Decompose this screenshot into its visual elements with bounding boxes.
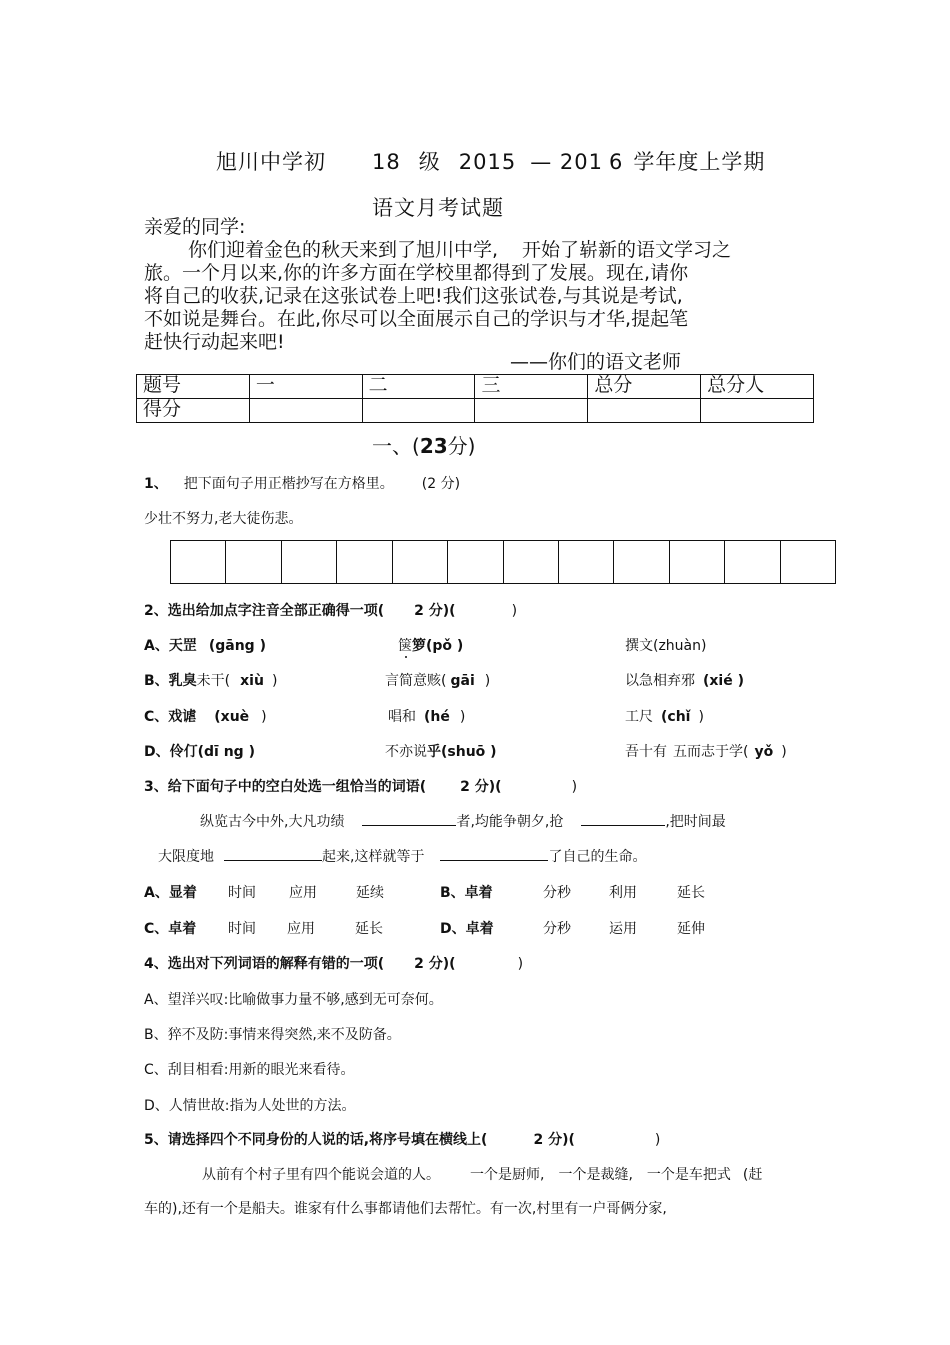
- option-3C-word: 应用: [287, 921, 315, 937]
- blank-4[interactable]: [440, 846, 548, 861]
- question-5-passage: 车的),还有一个是船夫。谁家有什么事都请他们去帮忙。有一次,村里有一户哥俩分家,: [144, 1201, 667, 1217]
- greeting: 亲爱的同学:: [144, 216, 246, 238]
- question-4: 4、选出对下列词语的解释有错的一项( 2 分)( ): [144, 956, 524, 972]
- option-2D-word3: 吾十有 五而志于学( yǒ ): [625, 744, 787, 760]
- option-3C: C、卓着: [144, 921, 197, 937]
- score-header-cell: 三: [475, 375, 588, 399]
- option-3B-word: 延长: [677, 885, 705, 901]
- option-2C-word3: 工尺 (chǐ ): [625, 709, 704, 725]
- option-2C: C、戏谑 (xuè ): [144, 709, 267, 725]
- option-3A-word: 应用: [289, 885, 317, 901]
- question-5-passage: 从前有个村子里有四个能说会道的人。 一个是厨师, 一个是裁缝, 一个是车把式 (赶: [202, 1167, 763, 1183]
- grid-cell[interactable]: [613, 541, 668, 583]
- grid-cell[interactable]: [336, 541, 391, 583]
- exam-subtitle: 语文月考试题: [372, 196, 504, 220]
- score-input-cell[interactable]: [701, 399, 814, 423]
- grid-cell[interactable]: [392, 541, 447, 583]
- writing-grid[interactable]: [170, 540, 836, 584]
- blank-3[interactable]: [224, 846, 322, 861]
- question-1-sentence: 少壮不努力,老大徒伤悲。: [144, 511, 303, 527]
- intro-line: 将自己的收获,记录在这张试卷上吧!我们这张试卷,与其说是考试,: [144, 285, 683, 307]
- option-3D-word: 运用: [609, 921, 637, 937]
- question-1: 1、 把下面句子用正楷抄写在方格里。 (2 分): [144, 476, 461, 492]
- option-3A-word: 延续: [356, 885, 384, 901]
- grid-cell[interactable]: [281, 541, 336, 583]
- question-3: 3、给下面句子中的空白处选一组恰当的词语( 2 分)( ): [144, 779, 578, 795]
- grid-cell[interactable]: [503, 541, 558, 583]
- intro-line: 旅。一个月以来,你的许多方面在学校里都得到了发展。现在,请你: [144, 262, 689, 284]
- blank-1[interactable]: [362, 811, 456, 826]
- score-input-cell[interactable]: [249, 399, 362, 423]
- score-header-cell: 二: [362, 375, 475, 399]
- score-header-cell: 总分: [588, 375, 701, 399]
- option-3B-word: 分秒: [543, 885, 571, 901]
- option-3B-word: 利用: [609, 885, 637, 901]
- option-4B: B、猝不及防:事情来得突然,来不及防备。: [144, 1027, 401, 1043]
- grid-cell[interactable]: [669, 541, 724, 583]
- option-4A: A、望洋兴叹:比喻做事力量不够,感到无可奈何。: [144, 992, 443, 1008]
- score-row-label: 得分: [137, 399, 250, 423]
- grid-cell[interactable]: [558, 541, 613, 583]
- option-2B: B、乳臭未干( xiù ): [144, 673, 278, 689]
- option-2A: A、天罡 (gāng ): [144, 638, 266, 654]
- section-heading: 一、(23分): [372, 434, 476, 458]
- score-table: [136, 374, 814, 423]
- option-2D-word2: 不亦说乎(shuō ): [385, 744, 497, 760]
- question-5: 5、请选择四个不同身份的人说的话,将序号填在横线上( 2 分)( ): [144, 1132, 661, 1148]
- option-3D-word: 延伸: [677, 921, 705, 937]
- grid-cell[interactable]: [780, 541, 835, 583]
- intro-line: 赶快行动起来吧!: [144, 331, 285, 353]
- grid-cell[interactable]: [171, 541, 225, 583]
- score-header-cell: 总分人: [701, 375, 814, 399]
- option-3A-word: 时间: [228, 885, 256, 901]
- question-3-passage: 大限度地 起来,这样就等于 了自己的生命。: [158, 846, 646, 866]
- option-2D: D、伶仃(dī ng ): [144, 744, 255, 760]
- grid-cell[interactable]: [225, 541, 280, 583]
- grid-cell[interactable]: [724, 541, 779, 583]
- option-3A: A、显着: [144, 885, 197, 901]
- option-2B-word2: 言简意赅( gāi ): [385, 673, 491, 689]
- signature: ——你们的语文老师: [510, 351, 682, 373]
- grid-cell[interactable]: [447, 541, 502, 583]
- option-4C: C、刮目相看:用新的眼光来看待。: [144, 1062, 355, 1078]
- score-input-cell[interactable]: [475, 399, 588, 423]
- option-4D: D、人情世故:指为人处世的方法。: [144, 1098, 356, 1114]
- score-header-cell: 一: [249, 375, 362, 399]
- intro-line: 不如说是舞台。在此,你尽可以全面展示自己的学识与才华,提起笔: [144, 308, 689, 330]
- option-3D-word: 分秒: [543, 921, 571, 937]
- score-header-cell: 题号: [137, 375, 250, 399]
- option-2A-word2: 箧箩(pǒ ): [398, 638, 464, 654]
- option-3C-word: 时间: [228, 921, 256, 937]
- blank-2[interactable]: [581, 811, 665, 826]
- option-3B: B、卓着: [440, 885, 493, 901]
- score-input-cell[interactable]: [588, 399, 701, 423]
- option-3D: D、卓着: [440, 921, 494, 937]
- option-2B-word3: 以急相弃邪 (xié ): [625, 673, 744, 689]
- option-2C-word2: 唱和 (hé ): [388, 709, 466, 725]
- score-table-header-row: [137, 375, 814, 399]
- question-2: 2、选出给加点字注音全部正确得一项( 2 分)( ): [144, 603, 518, 619]
- question-3-passage: 纵览古今中外,大凡功绩 者,均能争朝夕,抢 ,把时间最: [200, 811, 726, 831]
- score-input-cell[interactable]: [362, 399, 475, 423]
- option-2A-word3: 撰文(zhuàn): [625, 638, 707, 654]
- score-table-score-row: [137, 399, 814, 423]
- option-3C-word: 延长: [355, 921, 383, 937]
- intro-line: 你们迎着金色的秋天来到了旭川中学, 开始了崭新的语文学习之: [188, 239, 732, 261]
- exam-title: 旭川中学初 18 级 2015 — 201 6 学年度上学期: [216, 150, 766, 174]
